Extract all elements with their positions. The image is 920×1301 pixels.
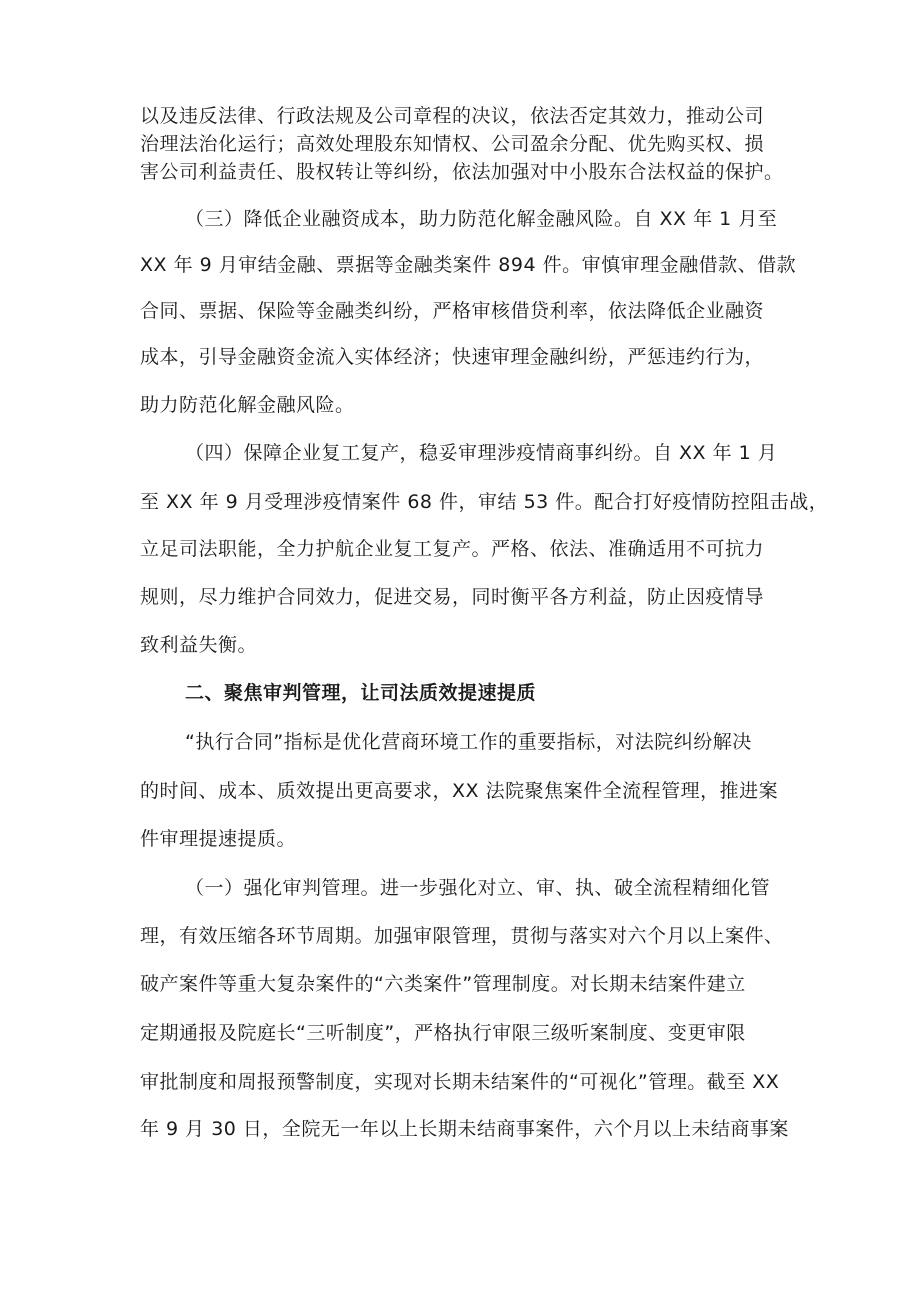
section-heading: 二、聚焦审判管理，让司法质效提速提质 <box>185 682 537 704</box>
paragraph-line: （三）降低企业融资成本，助力防范化解金融风险。自 XX 年 1 月至 <box>185 208 778 230</box>
paragraph-line: 致利益失衡。 <box>140 634 258 656</box>
paragraph-line: XX 年 9 月审结金融、票据等金融类案件 894 件。审慎审理金融借款、借款 <box>140 254 797 276</box>
paragraph-line: 合同、票据、保险等金融类纠纷，严格审核借贷利率，依法降低企业融资 <box>140 300 765 322</box>
paragraph-line: “执行合同”指标是优化营商环境工作的重要指标，对法院纠纷解决 <box>185 731 752 753</box>
paragraph-line: 破产案件等重大复杂案件的“六类案件”管理制度。对长期未结案件建立 <box>140 973 746 995</box>
paragraph-line: 理，有效压缩各环节周期。加强审限管理，贯彻与落实对六个月以上案件、 <box>140 925 784 947</box>
paragraph-line: 规则，尽力维护合同效力，促进交易，同时衡平各方利益，防止因疫情导 <box>140 586 765 608</box>
paragraph-line: （四）保障企业复工复产，稳妥审理涉疫情商事纠纷。自 XX 年 1 月 <box>185 442 778 464</box>
paragraph-line: （一）强化审判管理。进一步强化对立、审、执、破全流程精细化管 <box>185 877 771 899</box>
paragraph-line: 以及违反法律、行政法规及公司章程的决议，依法否定其效力，推动公司 <box>140 105 765 127</box>
paragraph-line: 至 XX 年 9 月受理涉疫情案件 68 件，审结 53 件。配合打好疫情防控阻击战， <box>140 491 829 513</box>
paragraph-line: 年 9 月 30 日，全院无一年以上长期未结商事案件，六个月以上未结商事案 <box>140 1118 789 1140</box>
paragraph-line: 的时间、成本、质效提出更高要求，XX 法院聚焦案件全流程管理，推进案 <box>140 780 779 802</box>
paragraph-line: 助力防范化解金融风险。 <box>140 394 355 416</box>
paragraph-line: 害公司利益责任、股权转让等纠纷，依法加强对中小股东合法权益的保护。 <box>140 161 784 183</box>
paragraph-line: 成本，引导金融资金流入实体经济；快速审理金融纠纷，严惩违约行为， <box>140 346 765 368</box>
paragraph-line: 定期通报及院庭长“三听制度”，严格执行审限三级听案制度、变更审限 <box>140 1022 746 1044</box>
paragraph-line: 审批制度和周报预警制度，实现对长期未结案件的“可视化”管理。截至 XX <box>140 1071 780 1093</box>
paragraph-line: 治理法治化运行；高效处理股东知情权、公司盈余分配、优先购买权、损 <box>140 133 765 155</box>
paragraph-line: 件审理提速提质。 <box>140 828 297 850</box>
paragraph-line: 立足司法职能，全力护航企业复工复产。严格、依法、准确适用不可抗力 <box>140 538 765 560</box>
